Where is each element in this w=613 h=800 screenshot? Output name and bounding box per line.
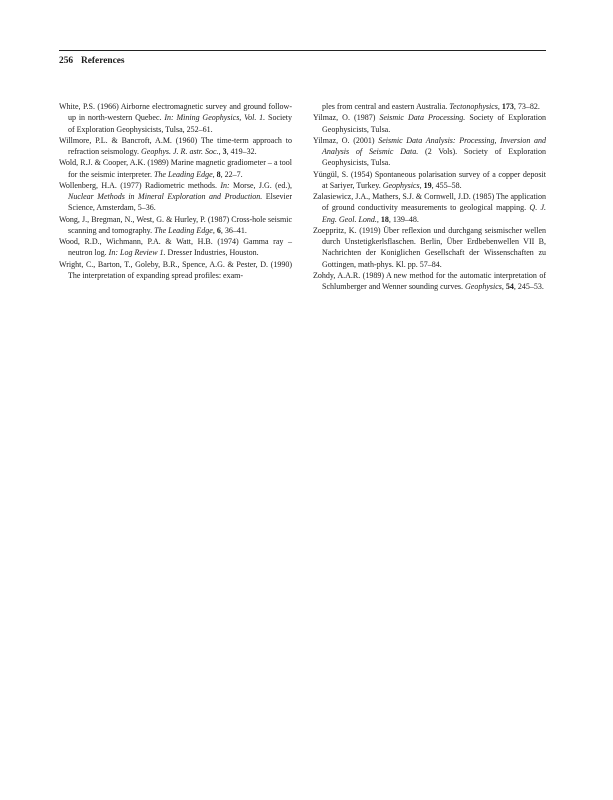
reference-entry: Willmore, P.L. & Bancroft, A.M. (1960) The time-term approach to refraction seismology. Geophys. J. R. astr. Soc., 3, 419–32. — [59, 135, 292, 156]
reference-entry: Wong, J., Bregman, N., West, G. & Hurley, P. (1987) Cross-hole seismic scanning and tomography. The Leading Edge, 6, 36–41. — [59, 214, 292, 235]
right-column — [313, 101, 546, 292]
running-header — [59, 50, 546, 68]
reference-entry: Yilmaz, O. (2001) Seismic Data Analysis: Processing, Inversion and Analysis of Seismic Data. (2 Vols). Society of Exploration Geophysicists, Tulsa. — [313, 135, 546, 168]
reference-entry: Yüngül, S. (1954) Spontaneous polarisation survey of a copper deposit at Sariyer, Turkey. Geophysics, 19, 455–58. — [313, 169, 546, 190]
reference-entry: Zalasiewicz, J.A., Mathers, S.J. & Cornwell, J.D. (1985) The application of ground conductivity measurements to geological mapping. Q. J. Eng. Geol. Lond., 18, 139–48. — [313, 192, 547, 224]
reference-entry: Zoeppritz, K. (1919) Über reflexion und durchgang seismischer wellen durch Unstetigkerlsflaschen. Berlin, Über Erdbebenwellen VII B, Nachrichten der Koniglichen Gesellschaft der Wissenschaften zu Gottingen, math-phys. Kl. pp. 57–84. — [313, 225, 546, 269]
reference-entry: Yilmaz, O. (1987) Seismic Data Processing. Society of Exploration Geophysicists, Tulsa. — [313, 113, 546, 134]
left-column — [59, 101, 292, 281]
reference-entry: Wright, C., Barton, T., Goleby, B.R., Spence, A.G. & Pester, D. (1990) The interpretation of expanding spread profiles: exam- — [59, 259, 292, 280]
page-number: 256 — [59, 56, 74, 66]
reference-entry: Wold, R.J. & Cooper, A.K. (1989) Marine magnetic gradiometer – a tool for the seismic interpreter. The Leading Edge, 8, 22–7. — [59, 158, 292, 179]
reference-entry: Wollenberg, H.A. (1977) Radiometric methods. In: Morse, J.G. (ed.), Nuclear Methods in Mineral Exploration and Production. Elsevier Science, Amsterdam, 5–36. — [59, 180, 292, 213]
reference-entry-continued: ples from central and eastern Australia. Tectonophysics, 173, 73–82. — [322, 102, 540, 111]
reference-entry: White, P.S. (1966) Airborne electromagnetic survey and ground follow-up in north-western Quebec. In: Mining Geophysics, Vol. 1. Society of Exploration Geophysicists, Tulsa, 252–61. — [59, 102, 292, 134]
section-title: References — [81, 56, 125, 66]
reference-entry: Wood, R.D., Wichmann, P.A. & Watt, H.B. (1974) Gamma ray – neutron log. In: Log Review 1. Dresser Industries, Houston. — [59, 237, 292, 258]
header-rule — [59, 50, 546, 51]
reference-entry: Zohdy, A.A.R. (1989) A new method for the automatic interpretation of Schlumberger and Wenner sounding curves. Geophysics, 54, 245–53. — [313, 270, 546, 291]
